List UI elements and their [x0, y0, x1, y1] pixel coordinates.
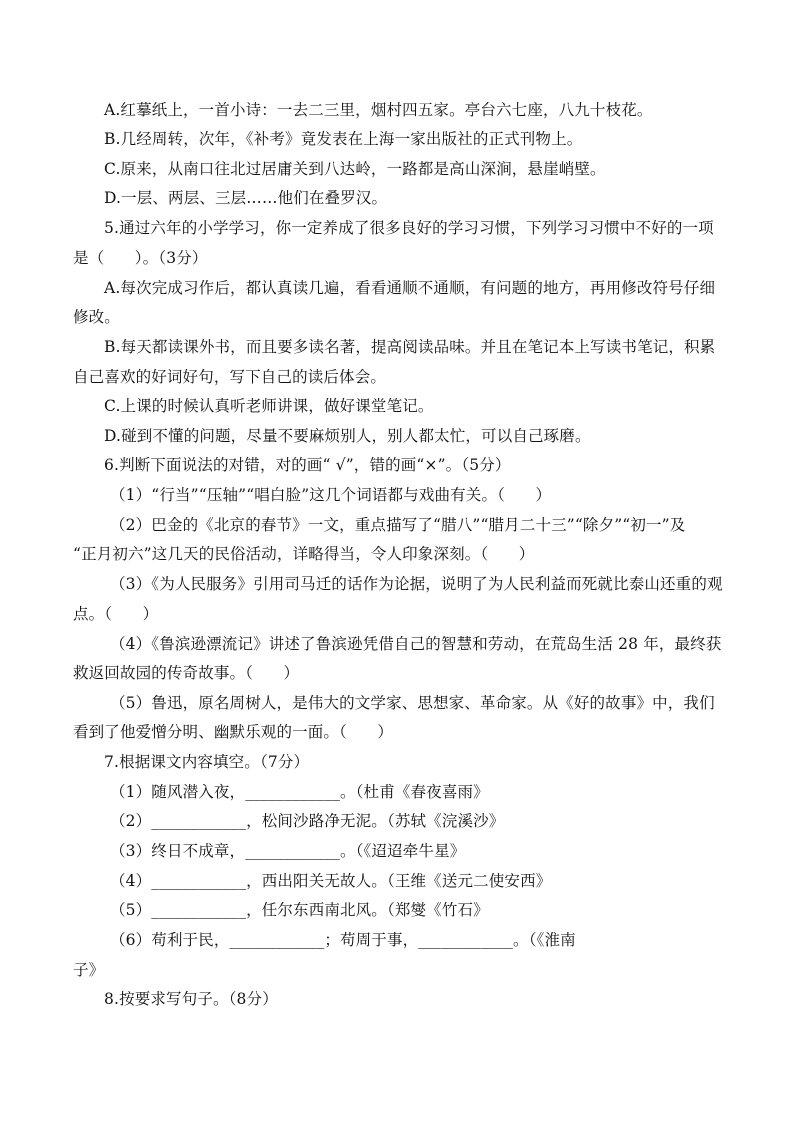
option-d-line: D.一层、两层、三层……他们在叠罗汉。: [104, 189, 388, 207]
q5-option-d-line: D.碰到不懂的问题，尽量不要麻烦别人，别人都太忙，可以自己琢磨。: [104, 427, 591, 445]
q7-item-4: （4）____________，西出阳关无故人。（王维《送元二使安西》: [110, 872, 552, 890]
option-c-line: C.原来，从南口往北过居庸关到八达岭，一路都是高山深涧，悬崖峭壁。: [104, 160, 606, 178]
q7-item-3: （3）终日不成章，____________。（《迢迢牵牛星》: [110, 842, 466, 860]
q5-option-b-cont: 自己喜欢的好词好句，写下自己的读后体会。: [73, 368, 387, 386]
q6-item-3: （3）《为人民服务》引用司马迁的话作为论据，说明了为人民利益而死就比泰山还重的观: [110, 575, 723, 593]
q6-item-2-cont: “正月初六”这几天的民俗活动，详略得当，令人印象深刻。（ ）: [73, 545, 535, 563]
q5-option-a-cont: 修改。: [73, 308, 120, 326]
option-b-line: B.几经周转，次年，《补考》竟发表在上海一家出版社的正式刊物上。: [104, 130, 583, 148]
q6-item-5: （5）鲁迅，原名周树人，是伟大的文学家、思想家、革命家。从《好的故事》中，我们: [110, 694, 715, 712]
q7-item-1: （1）随风潜入夜，____________。（杜甫《春夜喜雨》: [110, 783, 489, 801]
q7-item-6-cont: 子》: [73, 961, 105, 979]
q5-option-a-line: A.每次完成习作后，都认真读几遍，看看通顺不通顺，有问题的地方，再用修改符号仔细: [104, 279, 716, 297]
question-5-cont: 是（ ）。（3分）: [73, 249, 208, 267]
q6-item-3-cont: 点。（ ）: [73, 605, 159, 623]
q6-item-1: （1）“行当”“压轴”“唱白脸”这几个词语都与戏曲有关。（ ）: [110, 486, 552, 504]
q6-item-4: （4）《鲁滨逊漂流记》讲述了鲁滨逊凭借自己的智慧和劳动，在荒岛生活 28 年，最终获: [110, 635, 722, 653]
question-5-line: 5.通过六年的小学学习，你一定养成了很多良好的学习习惯，下列学习习惯中不好的一项: [104, 219, 714, 237]
q6-item-5-cont: 看到了他爱憎分明、幽默乐观的一面。（ ）: [73, 723, 394, 741]
q7-item-6: （6）苟利于民，____________；苟周于事，____________。（《淮南: [110, 931, 576, 949]
q7-item-2: （2）____________，松间沙路净无泥。（苏轼《浣溪沙》: [110, 812, 505, 830]
question-8-line: 8.按要求写句子。（8分）: [104, 990, 278, 1008]
q5-option-c-line: C.上课的时候认真听老师讲课，做好课堂笔记。: [104, 397, 434, 415]
q5-option-b-line: B.每天都读课外书，而且要多读名著，提高阅读品味。并且在笔记本上写读书笔记，积累: [104, 338, 716, 356]
q6-item-2: （2）巴金的《北京的春节》一文，重点描写了“腊八”“腊月二十三”“除夕”“初一”及: [110, 516, 686, 534]
question-6-line: 6.判断下面说法的对错，对的画“ √”，错的画“×”。（5分）: [104, 456, 511, 474]
q7-item-5: （5）____________，任尔东西南北风。（郑燮《竹石》: [110, 901, 489, 919]
q6-item-4-cont: 救返回故园的传奇故事。（ ）: [73, 664, 300, 682]
option-a-line: A.红摹纸上，一首小诗：一去二三里，烟村四五家。亭台六七座，八九十枝花。: [104, 101, 653, 119]
question-7-line: 7.根据课文内容填空。（7分）: [104, 753, 310, 771]
